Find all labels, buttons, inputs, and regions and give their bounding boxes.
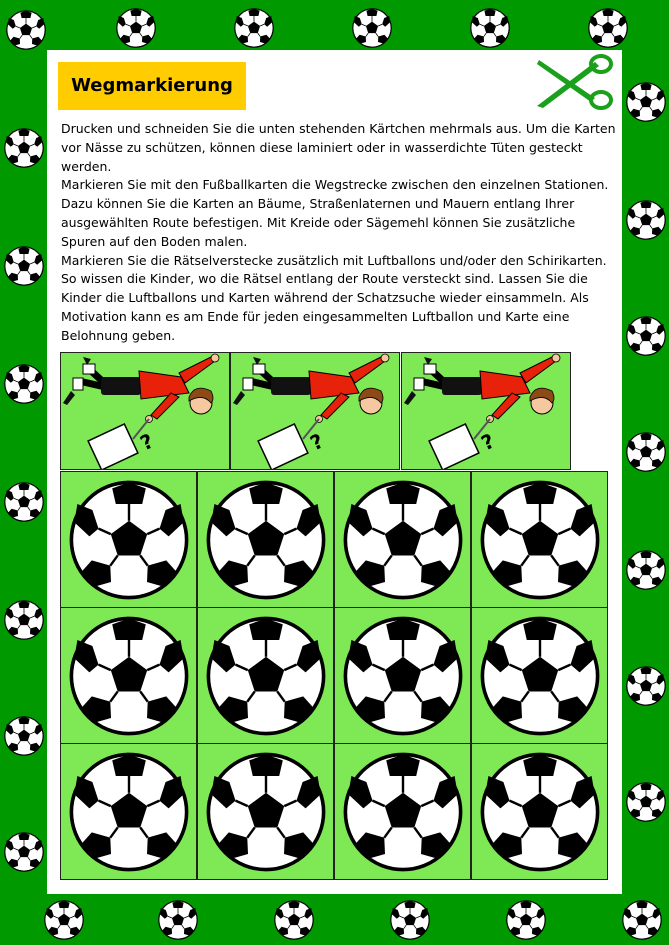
soccer-ball-card — [334, 607, 471, 744]
referee-sign: ? — [477, 428, 499, 456]
soccer-ball-icon — [44, 900, 84, 940]
soccer-ball-icon — [470, 8, 510, 48]
soccer-ball-icon — [343, 752, 463, 872]
scissors-icon — [535, 54, 615, 110]
soccer-ball-icon — [626, 666, 666, 706]
soccer-ball-icon — [343, 480, 463, 600]
soccer-ball-icon — [480, 480, 600, 600]
soccer-ball-card — [197, 471, 334, 608]
soccer-ball-card — [60, 743, 197, 880]
soccer-ball-card — [197, 607, 334, 744]
soccer-ball-icon — [626, 432, 666, 472]
soccer-ball-icon — [69, 480, 189, 600]
referee-sign: ? — [136, 428, 158, 456]
soccer-ball-icon — [588, 8, 628, 48]
soccer-ball-card — [471, 607, 608, 744]
soccer-ball-icon — [69, 616, 189, 736]
instruction-paragraph: Markieren Sie die Rätselverstecke zusätzlich mit Luftballons und/oder den Schirikarten. So wissen die Kinder, wo die Rätsel entlang der Route versteckt sind. Lassen Sie die Kinder die Luftballons und Karten während der Schatzsuche wieder einsammeln. Als Motivation kann es am Ende für jeden eingesammelten Luftballon und Karte eine Belohnung geben. — [61, 252, 607, 343]
soccer-ball-icon — [506, 900, 546, 940]
soccer-ball-icon — [626, 782, 666, 822]
soccer-ball-icon — [626, 550, 666, 590]
referee-sign: ? — [306, 428, 328, 456]
soccer-ball-icon — [480, 752, 600, 872]
soccer-ball-icon — [4, 128, 44, 168]
soccer-ball-card — [197, 743, 334, 880]
soccer-ball-icon — [626, 200, 666, 240]
soccer-ball-icon — [390, 900, 430, 940]
soccer-ball-card — [334, 471, 471, 608]
soccer-ball-icon — [4, 832, 44, 872]
soccer-ball-icon — [4, 364, 44, 404]
soccer-ball-card — [471, 743, 608, 880]
soccer-ball-icon — [206, 752, 326, 872]
soccer-ball-icon — [343, 616, 463, 736]
soccer-ball-card — [60, 471, 197, 608]
soccer-ball-icon — [352, 8, 392, 48]
referee-card — [60, 352, 230, 470]
page-title: Wegmarkierung — [71, 75, 233, 96]
soccer-ball-icon — [626, 316, 666, 356]
instruction-paragraph: Drucken und schneiden Sie die unten stehenden Kärtchen mehrmals aus. Um die Karten vor Nässe zu schützen, können diese laminiert oder in wasserdichte Tüten gesteckt werden. — [61, 121, 616, 174]
soccer-ball-icon — [274, 900, 314, 940]
soccer-ball-icon — [626, 82, 666, 122]
soccer-ball-icon — [234, 8, 274, 48]
soccer-ball-icon — [206, 616, 326, 736]
soccer-ball-icon — [4, 716, 44, 756]
soccer-ball-card — [334, 743, 471, 880]
soccer-ball-icon — [622, 900, 662, 940]
soccer-ball-icon — [480, 616, 600, 736]
soccer-ball-card — [60, 607, 197, 744]
instructions-text — [61, 120, 621, 346]
soccer-ball-icon — [4, 482, 44, 522]
soccer-ball-card — [471, 471, 608, 608]
referee-card — [230, 352, 400, 470]
title-banner — [58, 62, 246, 110]
soccer-ball-icon — [116, 8, 156, 48]
soccer-ball-icon — [69, 752, 189, 872]
instruction-paragraph: Markieren Sie mit den Fußballkarten die Wegstrecke zwischen den einzelnen Stationen. Dazu können Sie die Karten an Bäume, Straßenlaternen und Mauern entlang Ihrer ausgewählten Route befestigen. Mit Kreide oder Sägemehl können Sie zusätzliche Spuren auf den Boden malen. — [61, 177, 609, 249]
soccer-ball-icon — [4, 600, 44, 640]
referee-card — [401, 352, 571, 470]
soccer-ball-icon — [4, 246, 44, 286]
soccer-ball-icon — [158, 900, 198, 940]
soccer-ball-icon — [206, 480, 326, 600]
soccer-ball-icon — [6, 10, 46, 50]
